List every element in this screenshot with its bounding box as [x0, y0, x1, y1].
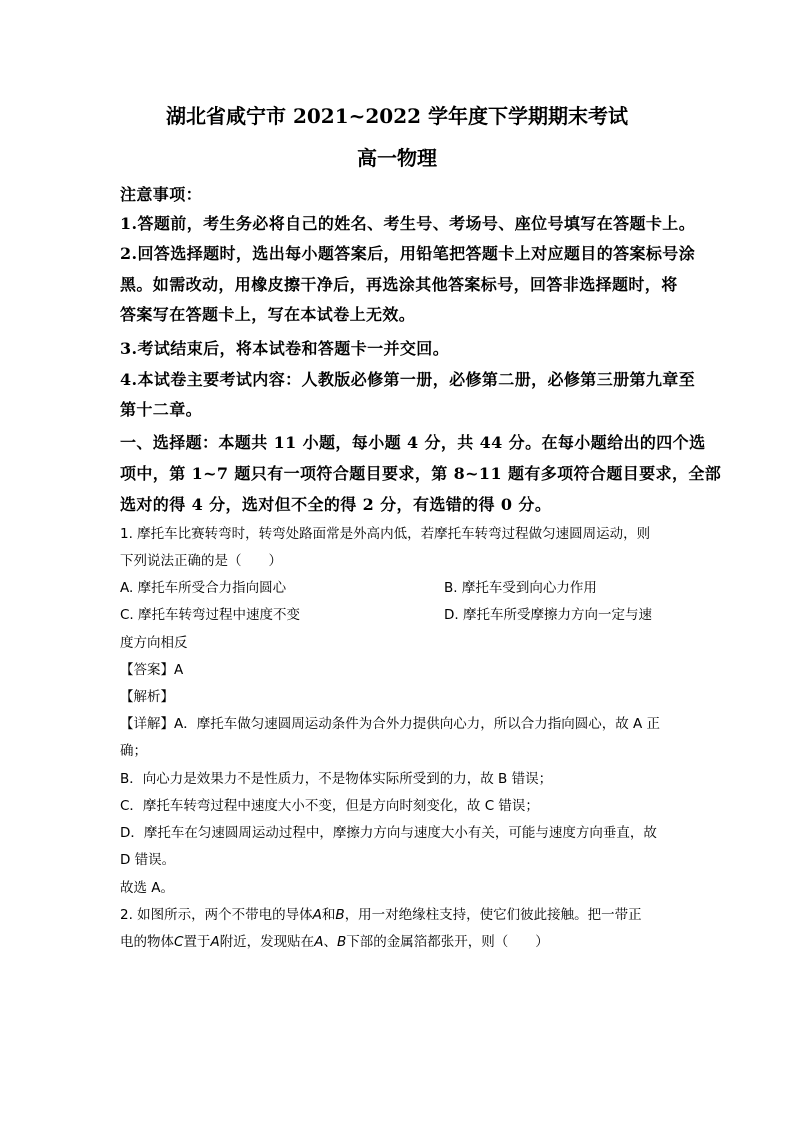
notice-heading: 注意事项： — [120, 185, 203, 204]
q2-var-c: C — [174, 934, 184, 950]
q1-stem: 1. 摩托车比赛转弯时，转弯处路面常是外高内低，若摩托车转弯过程做匀速圆周运动，则 — [120, 526, 651, 542]
q1-explanation-line: C．摩托车转弯过程中速度大小不变，但是方向时刻变化，故 C 错误； — [120, 798, 539, 814]
q2-text: 附近，发现贴在 — [219, 934, 315, 950]
q1-option-c: C. 摩托车转弯过程中速度不变 — [120, 607, 301, 623]
q1-option-d-cont: 度方向相反 — [120, 635, 188, 651]
exam-subject: 高一物理 — [357, 146, 437, 170]
exam-title: 湖北省咸宁市 2021~2022 学年度下学期期末考试 — [165, 104, 628, 128]
q1-explanation-line: 故选 A。 — [120, 880, 175, 896]
q1-explanation-line: B．向心力是效果力不是性质力，不是物体实际所受到的力，故 B 错误； — [120, 771, 553, 787]
q2-text: 和 — [321, 907, 336, 923]
section-instruction: 选对的得 4 分，选对但不全的得 2 分，有选错的得 0 分。 — [120, 495, 552, 514]
q2-text: 2. 如图所示，两个不带电的导体 — [120, 907, 313, 923]
notice-line: 2.回答选择题时，选出每小题答案后，用铅笔把答题卡上对应题目的答案标号涂 — [120, 244, 696, 263]
q2-var-a: A — [314, 934, 324, 950]
notice-line: 1.答题前，考生务必将自己的姓名、考生号、考场号、座位号填写在答题卡上。 — [120, 214, 696, 233]
q1-explanation-line: 【详解】A．摩托车做匀速圆周运动条件为合外力提供向心力，所以合力指向圆心，故 A 正 — [120, 716, 661, 732]
notice-line: 第十二章。 — [120, 400, 203, 419]
notice-line: 黑。如需改动，用橡皮擦干净后，再选涂其他答案标号，回答非选择题时，将 — [120, 275, 678, 294]
section-instruction: 项中，第 1~7 题只有一项符合题目要求，第 8~11 题有多项符合题目要求，全部 — [120, 464, 722, 483]
notice-line: 4.本试卷主要考试内容：人教版必修第一册，必修第二册，必修第三册第九章至 — [120, 370, 696, 389]
q2-var-a: A — [210, 934, 220, 950]
q1-explanation-line: D 错误。 — [120, 852, 176, 868]
q2-text: 、 — [323, 934, 337, 950]
q2-var-a: A — [312, 907, 322, 923]
q1-explanation-line: 确； — [120, 743, 147, 759]
q1-answer: 【答案】A — [120, 662, 184, 678]
q2-var-b: B — [336, 934, 347, 950]
q2-stem-line1 — [120, 903, 642, 923]
q1-analysis-label: 【解析】 — [120, 689, 174, 705]
section-instruction: 一、选择题：本题共 11 小题，每小题 4 分，共 44 分。在每小题给出的四个选 — [120, 433, 706, 452]
q1-option-a: A. 摩托车所受合力指向圆心 — [120, 580, 287, 596]
q2-stem-line2 — [120, 930, 549, 950]
q2-var-b: B — [335, 907, 345, 923]
notice-line: 答案写在答题卡上，写在本试卷上无效。 — [120, 305, 416, 324]
q2-text: 下部的金属箔都张开，则（ ） — [346, 934, 549, 950]
q1-explanation-line: D．摩托车在匀速圆周运动过程中，摩擦力方向与速度大小有关，可能与速度方向垂直，故 — [120, 825, 657, 841]
q1-stem: 下列说法正确的是（ ） — [120, 553, 282, 569]
q2-text: 置于 — [183, 934, 211, 950]
q2-text: ，用一对绝缘柱支持，使它们彼此接触。把一带正 — [344, 907, 642, 923]
q2-text: 电的物体 — [120, 934, 174, 950]
q1-option-d: D. 摩托车所受摩擦力方向一定与速 — [444, 607, 652, 623]
notice-line: 3.考试结束后，将本试卷和答题卡一并交回。 — [120, 339, 450, 358]
q1-option-b: B. 摩托车受到向心力作用 — [444, 580, 597, 596]
